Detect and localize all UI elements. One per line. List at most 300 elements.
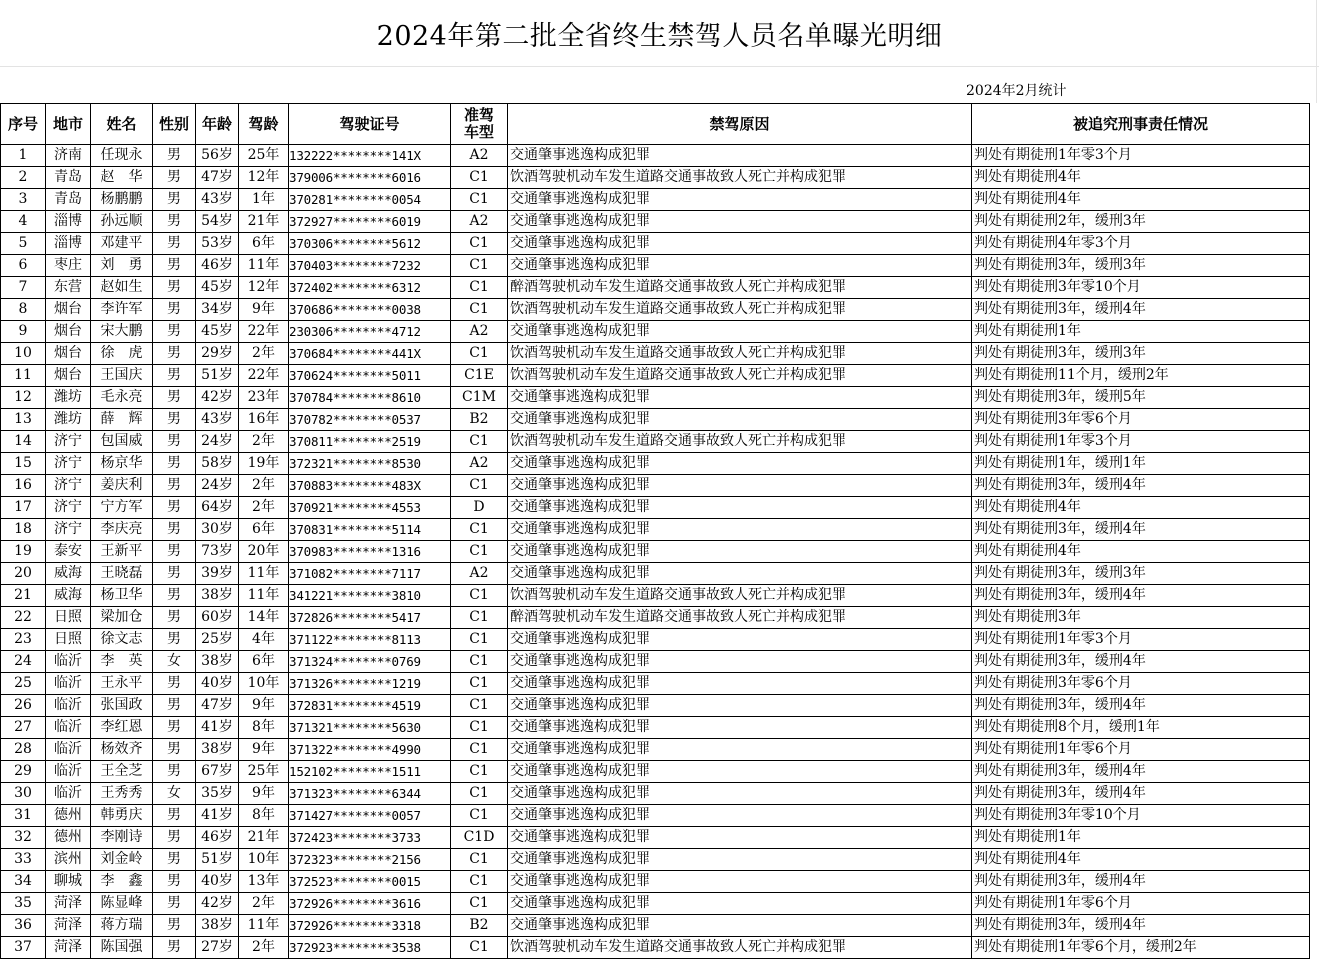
row-number-cell: 27: [1, 717, 46, 739]
criminal-liability-cell: 判处有期徒刑3年，缓刑4年: [972, 299, 1310, 321]
license-class-cell: C1: [451, 189, 508, 211]
license-class-cell: C1: [451, 277, 508, 299]
city-cell: 日照: [46, 607, 91, 629]
table-row: [1, 255, 1310, 277]
criminal-liability-cell: 判处有期徒刑3年，缓刑4年: [972, 783, 1310, 805]
driving-years-cell: 16年: [239, 409, 289, 431]
driving-years-cell: 8年: [239, 805, 289, 827]
criminal-liability-cell: 判处有期徒刑3年，缓刑4年: [972, 475, 1310, 497]
person-name-cell: 杨京华: [91, 453, 153, 475]
license-class-cell: C1: [451, 871, 508, 893]
ban-reason-cell: 交通肇事逃逸构成犯罪: [508, 519, 972, 541]
gender-cell: 男: [153, 453, 196, 475]
gender-cell: 女: [153, 783, 196, 805]
license-number-cell: 371122********8113: [289, 629, 451, 651]
ban-reason-cell: 交通肇事逃逸构成犯罪: [508, 497, 972, 519]
table-header-row: [1, 104, 1310, 145]
gender-cell: 男: [153, 607, 196, 629]
age-cell: 60岁: [196, 607, 239, 629]
person-name-cell: 杨鹏鹏: [91, 189, 153, 211]
row-number-cell: 5: [1, 233, 46, 255]
person-name-cell: 梁加仓: [91, 607, 153, 629]
city-cell: 淄博: [46, 211, 91, 233]
person-name-cell: 赵 华: [91, 167, 153, 189]
criminal-liability-cell: 判处有期徒刑4年: [972, 849, 1310, 871]
age-cell: 51岁: [196, 849, 239, 871]
row-number-cell: 1: [1, 145, 46, 167]
license-number-cell: 372926********3318: [289, 915, 451, 937]
license-number-cell: 370686********0038: [289, 299, 451, 321]
gender-cell: 男: [153, 871, 196, 893]
age-cell: 46岁: [196, 255, 239, 277]
license-class-cell: C1: [451, 343, 508, 365]
license-number-cell: 372321********8530: [289, 453, 451, 475]
person-name-cell: 王新平: [91, 541, 153, 563]
license-number-cell: 372923********3538: [289, 937, 451, 959]
driving-years-cell: 13年: [239, 871, 289, 893]
city-cell: 济宁: [46, 453, 91, 475]
license-number-cell: 372826********5417: [289, 607, 451, 629]
row-number-cell: 34: [1, 871, 46, 893]
city-cell: 临沂: [46, 761, 91, 783]
ban-reason-cell: 饮酒驾驶机动车发生道路交通事故致人死亡并构成犯罪: [508, 937, 972, 959]
license-class-cell: A2: [451, 453, 508, 475]
city-cell: 临沂: [46, 717, 91, 739]
person-name-cell: 刘金岭: [91, 849, 153, 871]
table-row: [1, 409, 1310, 431]
license-number-cell: 370403********7232: [289, 255, 451, 277]
license-class-cell: C1: [451, 849, 508, 871]
header-cell: 准驾车型: [451, 104, 508, 145]
license-class-cell: C1: [451, 695, 508, 717]
criminal-liability-cell: 判处有期徒刑3年，缓刑4年: [972, 695, 1310, 717]
city-cell: 青岛: [46, 167, 91, 189]
driving-years-cell: 9年: [239, 739, 289, 761]
criminal-liability-cell: 判处有期徒刑1年零3个月: [972, 145, 1310, 167]
row-number-cell: 17: [1, 497, 46, 519]
ban-reason-cell: 交通肇事逃逸构成犯罪: [508, 761, 972, 783]
age-cell: 25岁: [196, 629, 239, 651]
table-row: [1, 607, 1310, 629]
gender-cell: 男: [153, 739, 196, 761]
age-cell: 39岁: [196, 563, 239, 585]
criminal-liability-cell: 判处有期徒刑3年，缓刑4年: [972, 871, 1310, 893]
license-number-cell: 132222********141X: [289, 145, 451, 167]
row-number-cell: 4: [1, 211, 46, 233]
license-class-cell: A2: [451, 563, 508, 585]
person-name-cell: 宁方军: [91, 497, 153, 519]
table-row: [1, 189, 1310, 211]
ban-reason-cell: 交通肇事逃逸构成犯罪: [508, 211, 972, 233]
age-cell: 38岁: [196, 585, 239, 607]
age-cell: 38岁: [196, 915, 239, 937]
table-row: [1, 233, 1310, 255]
criminal-liability-cell: 判处有期徒刑3年，缓刑3年: [972, 343, 1310, 365]
driving-years-cell: 21年: [239, 211, 289, 233]
license-class-cell: A2: [451, 321, 508, 343]
header-cell: 性别: [153, 104, 196, 145]
city-cell: 日照: [46, 629, 91, 651]
table-row: [1, 849, 1310, 871]
person-name-cell: 宋大鹏: [91, 321, 153, 343]
criminal-liability-cell: 判处有期徒刑4年: [972, 541, 1310, 563]
criminal-liability-cell: 判处有期徒刑4年零3个月: [972, 233, 1310, 255]
license-number-cell: 370782********0537: [289, 409, 451, 431]
driving-years-cell: 12年: [239, 167, 289, 189]
license-number-cell: 371326********1219: [289, 673, 451, 695]
license-class-cell: C1: [451, 233, 508, 255]
person-name-cell: 王全芝: [91, 761, 153, 783]
person-name-cell: 张国政: [91, 695, 153, 717]
table-row: [1, 695, 1310, 717]
driving-years-cell: 8年: [239, 717, 289, 739]
row-number-cell: 24: [1, 651, 46, 673]
table-row: [1, 629, 1310, 651]
criminal-liability-cell: 判处有期徒刑3年零6个月: [972, 409, 1310, 431]
age-cell: 42岁: [196, 893, 239, 915]
city-cell: 德州: [46, 827, 91, 849]
license-class-cell: C1: [451, 805, 508, 827]
criminal-liability-cell: 判处有期徒刑4年: [972, 497, 1310, 519]
license-class-cell: C1: [451, 607, 508, 629]
gender-cell: 男: [153, 629, 196, 651]
criminal-liability-cell: 判处有期徒刑1年，缓刑1年: [972, 453, 1310, 475]
violator-table: [0, 103, 1310, 959]
gender-cell: 男: [153, 673, 196, 695]
ban-reason-cell: 交通肇事逃逸构成犯罪: [508, 783, 972, 805]
ban-reason-cell: 交通肇事逃逸构成犯罪: [508, 651, 972, 673]
driving-years-cell: 2年: [239, 497, 289, 519]
driving-years-cell: 9年: [239, 783, 289, 805]
table-row: [1, 783, 1310, 805]
table-row: [1, 519, 1310, 541]
city-cell: 菏泽: [46, 937, 91, 959]
ban-reason-cell: 交通肇事逃逸构成犯罪: [508, 145, 972, 167]
table-row: [1, 585, 1310, 607]
row-number-cell: 16: [1, 475, 46, 497]
city-cell: 临沂: [46, 651, 91, 673]
license-class-cell: C1: [451, 475, 508, 497]
row-number-cell: 13: [1, 409, 46, 431]
table-body: [1, 145, 1310, 959]
license-number-cell: 370306********5612: [289, 233, 451, 255]
ban-reason-cell: 交通肇事逃逸构成犯罪: [508, 387, 972, 409]
criminal-liability-cell: 判处有期徒刑1年零3个月: [972, 431, 1310, 453]
row-number-cell: 22: [1, 607, 46, 629]
age-cell: 46岁: [196, 827, 239, 849]
row-number-cell: 14: [1, 431, 46, 453]
grid-line: [1316, 0, 1317, 103]
license-number-cell: 371324********0769: [289, 651, 451, 673]
driving-years-cell: 11年: [239, 563, 289, 585]
license-number-cell: 371322********4990: [289, 739, 451, 761]
person-name-cell: 姜庆利: [91, 475, 153, 497]
license-number-cell: 372927********6019: [289, 211, 451, 233]
table-row: [1, 739, 1310, 761]
table-row: [1, 915, 1310, 937]
criminal-liability-cell: 判处有期徒刑2年，缓刑3年: [972, 211, 1310, 233]
age-cell: 27岁: [196, 937, 239, 959]
driving-years-cell: 2年: [239, 343, 289, 365]
city-cell: 临沂: [46, 783, 91, 805]
license-class-cell: C1: [451, 629, 508, 651]
criminal-liability-cell: 判处有期徒刑3年零10个月: [972, 277, 1310, 299]
gender-cell: 男: [153, 563, 196, 585]
license-number-cell: 370921********4553: [289, 497, 451, 519]
table-row: [1, 277, 1310, 299]
ban-reason-cell: 饮酒驾驶机动车发生道路交通事故致人死亡并构成犯罪: [508, 343, 972, 365]
age-cell: 58岁: [196, 453, 239, 475]
license-class-cell: C1M: [451, 387, 508, 409]
row-number-cell: 15: [1, 453, 46, 475]
license-class-cell: C1: [451, 585, 508, 607]
criminal-liability-cell: 判处有期徒刑3年，缓刑4年: [972, 585, 1310, 607]
table-row: [1, 563, 1310, 585]
age-cell: 40岁: [196, 673, 239, 695]
header-cell: 驾驶证号: [289, 104, 451, 145]
license-class-cell: C1: [451, 167, 508, 189]
license-class-cell: C1E: [451, 365, 508, 387]
gender-cell: 男: [153, 365, 196, 387]
gender-cell: 男: [153, 695, 196, 717]
driving-years-cell: 19年: [239, 453, 289, 475]
criminal-liability-cell: 判处有期徒刑3年，缓刑3年: [972, 563, 1310, 585]
city-cell: 临沂: [46, 695, 91, 717]
ban-reason-cell: 交通肇事逃逸构成犯罪: [508, 695, 972, 717]
row-number-cell: 33: [1, 849, 46, 871]
license-class-cell: C1: [451, 431, 508, 453]
age-cell: 42岁: [196, 387, 239, 409]
license-class-cell: A2: [451, 145, 508, 167]
ban-reason-cell: 交通肇事逃逸构成犯罪: [508, 475, 972, 497]
ban-reason-cell: 交通肇事逃逸构成犯罪: [508, 321, 972, 343]
city-cell: 东营: [46, 277, 91, 299]
license-class-cell: A2: [451, 211, 508, 233]
row-number-cell: 7: [1, 277, 46, 299]
driving-years-cell: 10年: [239, 673, 289, 695]
driving-years-cell: 22年: [239, 365, 289, 387]
driving-years-cell: 4年: [239, 629, 289, 651]
license-class-cell: C1: [451, 761, 508, 783]
ban-reason-cell: 交通肇事逃逸构成犯罪: [508, 409, 972, 431]
city-cell: 烟台: [46, 343, 91, 365]
license-number-cell: 370684********441X: [289, 343, 451, 365]
city-cell: 潍坊: [46, 409, 91, 431]
row-number-cell: 32: [1, 827, 46, 849]
ban-reason-cell: 交通肇事逃逸构成犯罪: [508, 849, 972, 871]
license-number-cell: 370624********5011: [289, 365, 451, 387]
gender-cell: 男: [153, 717, 196, 739]
license-number-cell: 372423********3733: [289, 827, 451, 849]
license-number-cell: 372323********2156: [289, 849, 451, 871]
city-cell: 临沂: [46, 673, 91, 695]
license-class-cell: D: [451, 497, 508, 519]
license-number-cell: 372831********4519: [289, 695, 451, 717]
criminal-liability-cell: 判处有期徒刑3年零6个月: [972, 673, 1310, 695]
age-cell: 29岁: [196, 343, 239, 365]
criminal-liability-cell: 判处有期徒刑1年零6个月: [972, 739, 1310, 761]
age-cell: 38岁: [196, 651, 239, 673]
gender-cell: 男: [153, 387, 196, 409]
ban-reason-cell: 交通肇事逃逸构成犯罪: [508, 255, 972, 277]
person-name-cell: 包国威: [91, 431, 153, 453]
row-number-cell: 10: [1, 343, 46, 365]
license-number-cell: 379006********6016: [289, 167, 451, 189]
license-class-cell: C1: [451, 893, 508, 915]
row-number-cell: 9: [1, 321, 46, 343]
age-cell: 54岁: [196, 211, 239, 233]
row-number-cell: 8: [1, 299, 46, 321]
city-cell: 菏泽: [46, 893, 91, 915]
age-cell: 41岁: [196, 717, 239, 739]
driving-years-cell: 9年: [239, 695, 289, 717]
row-number-cell: 28: [1, 739, 46, 761]
gender-cell: 男: [153, 409, 196, 431]
driving-years-cell: 2年: [239, 475, 289, 497]
table-row: [1, 805, 1310, 827]
criminal-liability-cell: 判处有期徒刑3年，缓刑4年: [972, 915, 1310, 937]
gender-cell: 男: [153, 431, 196, 453]
ban-reason-cell: 交通肇事逃逸构成犯罪: [508, 871, 972, 893]
driving-years-cell: 21年: [239, 827, 289, 849]
age-cell: 41岁: [196, 805, 239, 827]
driving-years-cell: 2年: [239, 431, 289, 453]
header-cell: 地市: [46, 104, 91, 145]
title-row: [0, 0, 1319, 67]
gender-cell: 男: [153, 145, 196, 167]
ban-reason-cell: 交通肇事逃逸构成犯罪: [508, 893, 972, 915]
criminal-liability-cell: 判处有期徒刑8个月，缓刑1年: [972, 717, 1310, 739]
table-row: [1, 299, 1310, 321]
criminal-liability-cell: 判处有期徒刑3年，缓刑3年: [972, 255, 1310, 277]
city-cell: 济南: [46, 145, 91, 167]
license-class-cell: C1: [451, 739, 508, 761]
driving-years-cell: 2年: [239, 893, 289, 915]
driving-years-cell: 2年: [239, 937, 289, 959]
driving-years-cell: 11年: [239, 585, 289, 607]
license-class-cell: C1D: [451, 827, 508, 849]
gender-cell: 男: [153, 475, 196, 497]
gender-cell: 男: [153, 233, 196, 255]
license-number-cell: 372926********3616: [289, 893, 451, 915]
ban-reason-cell: 醉酒驾驶机动车发生道路交通事故致人死亡并构成犯罪: [508, 277, 972, 299]
gender-cell: 男: [153, 255, 196, 277]
age-cell: 30岁: [196, 519, 239, 541]
row-number-cell: 20: [1, 563, 46, 585]
city-cell: 菏泽: [46, 915, 91, 937]
license-number-cell: 370983********1316: [289, 541, 451, 563]
table-row: [1, 761, 1310, 783]
age-cell: 73岁: [196, 541, 239, 563]
age-cell: 24岁: [196, 475, 239, 497]
header-cell: 驾龄: [239, 104, 289, 145]
person-name-cell: 赵如生: [91, 277, 153, 299]
license-number-cell: 371082********7117: [289, 563, 451, 585]
table-row: [1, 497, 1310, 519]
table-row: [1, 827, 1310, 849]
person-name-cell: 毛永亮: [91, 387, 153, 409]
driving-years-cell: 12年: [239, 277, 289, 299]
city-cell: 聊城: [46, 871, 91, 893]
person-name-cell: 陈国强: [91, 937, 153, 959]
age-cell: 51岁: [196, 365, 239, 387]
gender-cell: 男: [153, 585, 196, 607]
person-name-cell: 孙远顺: [91, 211, 153, 233]
table-row: [1, 145, 1310, 167]
person-name-cell: 李 鑫: [91, 871, 153, 893]
criminal-liability-cell: 判处有期徒刑1年: [972, 321, 1310, 343]
criminal-liability-cell: 判处有期徒刑1年零6个月: [972, 893, 1310, 915]
table-row: [1, 321, 1310, 343]
license-number-cell: 230306********4712: [289, 321, 451, 343]
license-number-cell: 370281********0054: [289, 189, 451, 211]
row-number-cell: 30: [1, 783, 46, 805]
row-number-cell: 35: [1, 893, 46, 915]
table-row: [1, 893, 1310, 915]
age-cell: 45岁: [196, 321, 239, 343]
table-row: [1, 717, 1310, 739]
ban-reason-cell: 交通肇事逃逸构成犯罪: [508, 739, 972, 761]
license-class-cell: C1: [451, 299, 508, 321]
driving-years-cell: 9年: [239, 299, 289, 321]
age-cell: 38岁: [196, 739, 239, 761]
age-cell: 34岁: [196, 299, 239, 321]
license-class-cell: C1: [451, 255, 508, 277]
table-row: [1, 937, 1310, 959]
age-cell: 43岁: [196, 189, 239, 211]
license-class-cell: C1: [451, 673, 508, 695]
gender-cell: 男: [153, 497, 196, 519]
gender-cell: 男: [153, 519, 196, 541]
license-number-cell: 372523********0015: [289, 871, 451, 893]
person-name-cell: 王永平: [91, 673, 153, 695]
table-row: [1, 651, 1310, 673]
license-class-cell: B2: [451, 915, 508, 937]
age-cell: 56岁: [196, 145, 239, 167]
table-row: [1, 475, 1310, 497]
city-cell: 济宁: [46, 475, 91, 497]
city-cell: 滨州: [46, 849, 91, 871]
gender-cell: 男: [153, 937, 196, 959]
criminal-liability-cell: 判处有期徒刑3年: [972, 607, 1310, 629]
row-number-cell: 21: [1, 585, 46, 607]
age-cell: 43岁: [196, 409, 239, 431]
criminal-liability-cell: 判处有期徒刑1年零6个月，缓刑2年: [972, 937, 1310, 959]
gender-cell: 男: [153, 321, 196, 343]
header-cell: 被追究刑事责任情况: [972, 104, 1310, 145]
gender-cell: 男: [153, 541, 196, 563]
criminal-liability-cell: 判处有期徒刑1年: [972, 827, 1310, 849]
person-name-cell: 蒋方瑞: [91, 915, 153, 937]
gender-cell: 男: [153, 299, 196, 321]
license-number-cell: 370784********8610: [289, 387, 451, 409]
age-cell: 53岁: [196, 233, 239, 255]
header-cell: 序号: [1, 104, 46, 145]
table-row: [1, 453, 1310, 475]
gender-cell: 女: [153, 651, 196, 673]
city-cell: 烟台: [46, 365, 91, 387]
person-name-cell: 李刚诗: [91, 827, 153, 849]
gender-cell: 男: [153, 277, 196, 299]
city-cell: 潍坊: [46, 387, 91, 409]
row-number-cell: 37: [1, 937, 46, 959]
license-number-cell: 341221********3810: [289, 585, 451, 607]
criminal-liability-cell: 判处有期徒刑4年: [972, 189, 1310, 211]
header-cell: 年龄: [196, 104, 239, 145]
table-row: [1, 211, 1310, 233]
ban-reason-cell: 交通肇事逃逸构成犯罪: [508, 673, 972, 695]
license-number-cell: 371323********6344: [289, 783, 451, 805]
